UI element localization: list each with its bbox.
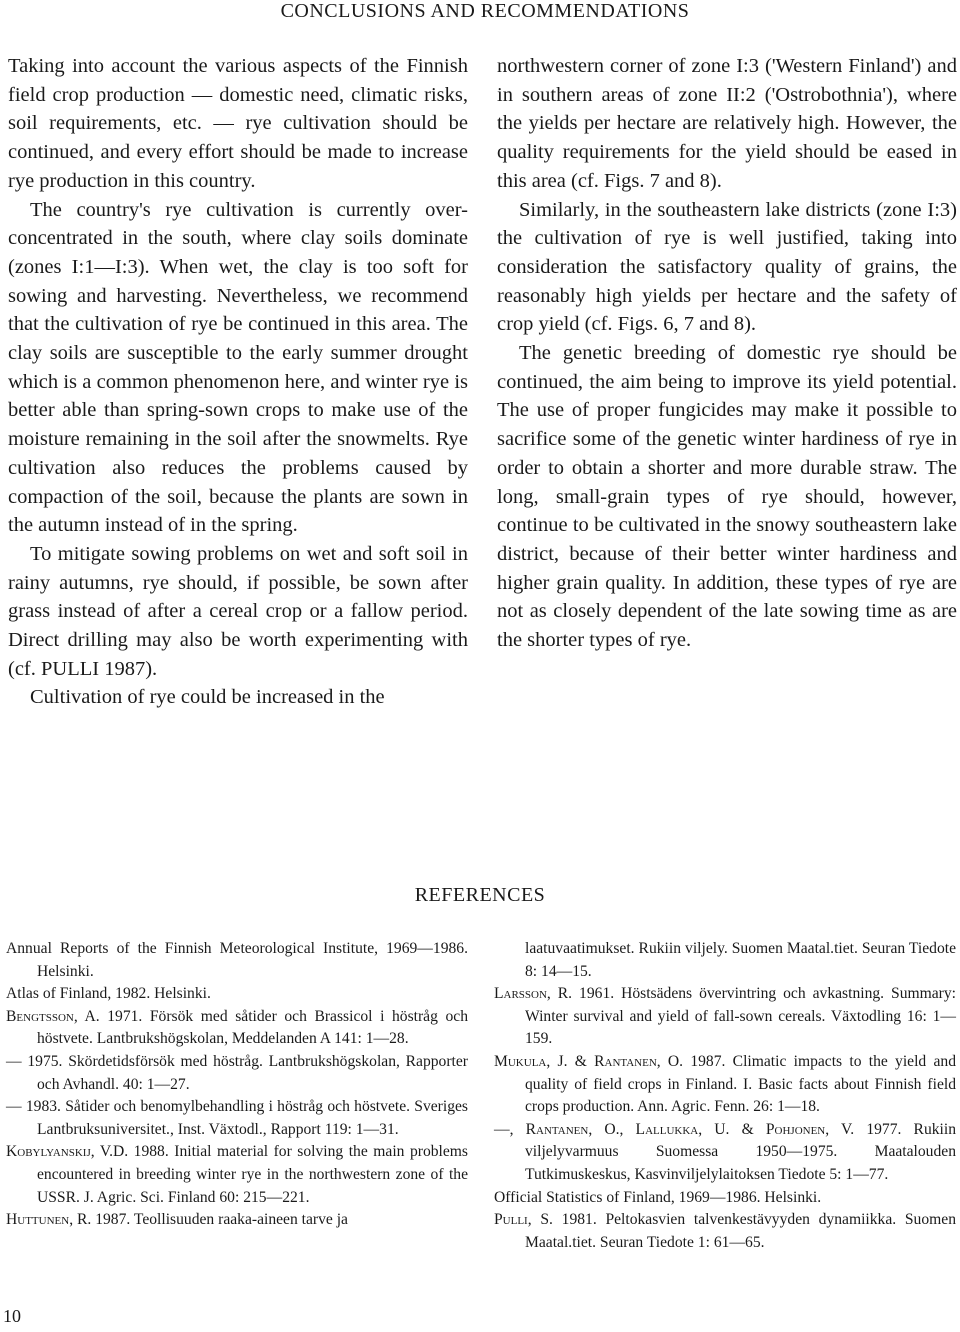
reference-text: 1987. Climatic impacts to the yield and quality of field crops in Finland. I. Basic facts about Finnish field crops production. Ann. Agric. Fenn. 26: 1—18.: [525, 1052, 956, 1116]
reference-text: 1987. Teollisuuden raaka-aineen tarve ja: [91, 1211, 348, 1229]
reference-entry: [6, 1096, 468, 1141]
reference-text: Annual Reports of the Finnish Meteorological Institute, 1969—1986. Helsinki.: [6, 940, 468, 980]
reference-author: —, Rantanen, O., Lallukka, U. & Pohjonen, V.: [494, 1120, 855, 1138]
reference-entry: [494, 1209, 956, 1254]
reference-text: 1961. Höstsädens övervintring och avkastning. Summary: Winter survival and yield of fall-sown cereals. Växtodling 16: 1—159.: [525, 985, 956, 1048]
reference-entry: [6, 938, 468, 983]
reference-author: Pulli, S.: [494, 1211, 553, 1229]
running-header: CONCLUSIONS AND RECOMMENDATIONS: [280, 0, 690, 22]
left-text-column: [8, 52, 468, 712]
reference-author: Huttunen, R.: [6, 1211, 92, 1229]
right-text-column: [497, 52, 957, 655]
references-left-column: [6, 938, 468, 1232]
reference-text: 1988. Initial material for solving the main problems encountered in breeding winter rye in the northwestern zone of the USSR. J. Agric. Sci. Finland 60: 215—221.: [37, 1143, 468, 1206]
reference-text: — 1975. Skördetidsförsök med höstråg. Lantbrukshögskolan, Rapporter och Avhandl. 40: 1—27.: [6, 1052, 468, 1093]
reference-text: Official Statistics of Finland, 1969—1986. Helsinki.: [494, 1188, 822, 1206]
reference-entry: [494, 983, 956, 1051]
references-right-column: [494, 938, 956, 1254]
paragraph: northwestern corner of zone I:3 ('Western Finland') and in southern areas of zone II:2 ('Ostrobothnia'), where the yields per hectare are relatively high. However, the quality requirements for the yield should be eased in this area (cf. Figs. 7 and 8).: [497, 55, 957, 192]
reference-entry: [494, 1187, 956, 1210]
reference-entry: [6, 1006, 468, 1051]
reference-entry: [6, 1051, 468, 1096]
paragraph: Taking into account the various aspects of the Finnish field crop production — domestic need, climatic risks, soil requirements, etc. — rye cultivation should be continued, and every effort should be made to increase rye production in this country.: [8, 55, 468, 192]
reference-entry: [494, 1051, 956, 1119]
reference-entry: [6, 1141, 468, 1209]
reference-author: Kobylyanskij, V.D.: [6, 1143, 129, 1161]
paragraph: Cultivation of rye could be increased in the: [30, 686, 385, 709]
reference-text: 1981. Peltokasvien talvenkestävyyden dynamiikka. Suomen Maatal.tiet. Seuran Tiedote 1: 61—65.: [525, 1211, 956, 1251]
reference-author: Mukula, J. & Rantanen, O.: [494, 1052, 684, 1070]
paragraph: Similarly, in the southeastern lake districts (zone I:3) the cultivation of rye is well justified, taking into consideration the satisfactory quality of grains, the reasonably high yields per hectare and the safety of crop yield (cf. Figs. 6, 7 and 8).: [497, 198, 957, 336]
reference-text: 1971. Försök med såtider och Brassicol i höstråg och höstvete. Lantbrukshögskolan, Meddelanden A 141: 1—28.: [37, 1007, 468, 1048]
page-number: 10: [3, 1306, 21, 1326]
reference-continuation: laatuvaatimukset. Rukiin viljely. Suomen Maatal.tiet. Seuran Tiedote 8: 14—15.: [525, 940, 956, 980]
reference-text: Atlas of Finland, 1982. Helsinki.: [6, 985, 211, 1003]
reference-author: Larsson, R.: [494, 985, 573, 1003]
reference-entry: [494, 1119, 956, 1187]
paragraph: The genetic breeding of domestic rye should be continued, the aim being to improve its yield potential. The use of proper fungicides may make it possible to sacrifice some of the genetic winter hardiness of rye in order to obtain a shorter and more durable straw. The long, small-grain types of rye should, however, continue to be cultivated in the snowy southeastern lake district, because of their better winter hardiness and higher grain quality. In addition, these types of rye are not as closely dependent of the late sowing time as are the shorter types of rye.: [497, 342, 957, 652]
reference-author: Bengtsson, A.: [6, 1007, 100, 1025]
reference-entry: [6, 1209, 468, 1232]
reference-entry: [6, 983, 468, 1006]
references-heading: REFERENCES: [414, 884, 546, 906]
paragraph: The country's rye cultivation is currently over-concentrated in the south, where clay soils dominate (zones I:1—I:3). When wet, the clay is too soft for sowing and harvesting. Nevertheless, we recommend that the cultivation of rye be continued in this area. The clay soils are susceptible to the early summer drought which is a common phenomenon here, and winter rye is better able than spring-sown crops to make use of the moisture remaining in the soil after the snowmelts. Rye cultivation also reduces the problems caused by compaction of the soil, because the plants are sown in the autumn instead of in the spring.: [8, 198, 468, 537]
paragraph: To mitigate sowing problems on wet and soft soil in rainy autumns, rye should, if possible, be sown after grass instead of after a cereal crop or a fallow period. Direct drilling may also be worth experimenting with (cf. PULLI 1987).: [8, 542, 468, 680]
reference-text: 1977. Rukiin viljelyvarmuus Suomessa 1950—1975. Maatalouden Tutkimuskeskus, Kasvinviljelylaitoksen Tiedote 5: 1—77.: [525, 1120, 957, 1183]
reference-text: — 1983. Såtider och benomylbehandling i höstråg och höstvete. Sveriges Lantbruksuniversitet., Inst. Växtodl., Rapport 119: 1—31.: [6, 1098, 468, 1138]
